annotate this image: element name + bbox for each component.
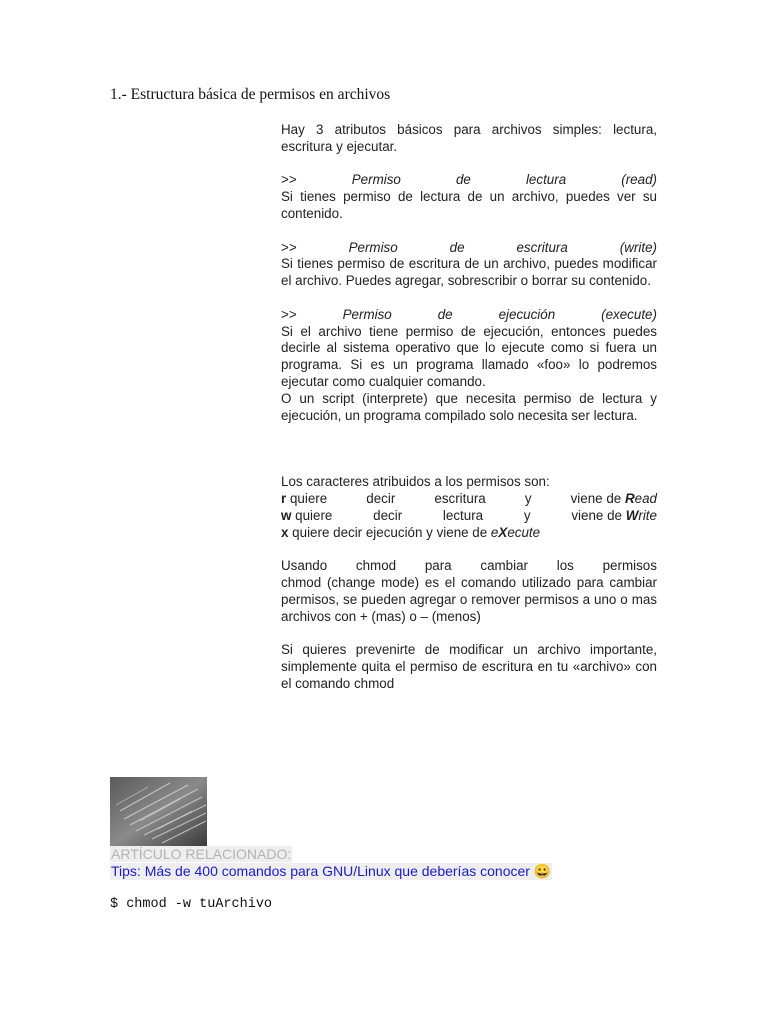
section-heading: 1.- Estructura básica de permisos en archivos (110, 86, 391, 103)
article-body (281, 122, 657, 693)
char-w-line: w quiere decir lectura y viene de Write (281, 507, 657, 523)
related-article-thumbnail[interactable] (110, 777, 207, 847)
code-snippet: $ chmod -w tuArchivo (110, 897, 273, 912)
permission-write-title: >> Permiso de escritura (write) (281, 239, 657, 255)
related-article-label: ARTÍCULO RELACIONADO: (111, 846, 292, 862)
chmod-description: chmod (change mode) es el comando utilizado para cambiar permisos, se pueden agregar o remover permisos a uno o mas archivos con + (mas) o – (menos) (281, 575, 657, 624)
permission-read-title: >> Permiso de lectura (read) (281, 172, 657, 188)
chmod-title: Usando chmod para cambiar los permisos (281, 558, 657, 574)
char-r-line: r quiere decir escritura y viene de Read (281, 491, 657, 507)
intro-paragraph: Hay 3 atributos básicos para archivos simples: lectura, escritura y ejecutar. (281, 122, 657, 154)
permission-execute-title: >> Permiso de ejecución (execute) (281, 306, 657, 322)
chars-intro: Los caracteres atribuidos a los permisos son: (281, 474, 550, 490)
prevent-paragraph: Si quieres prevenirte de modificar un archivo importante, simplemente quita el permiso de escritura en tu «archivo» con el comando chmod (281, 642, 657, 691)
permission-write-description: Si tienes permiso de escritura de un archivo, puedes modificar el archivo. Puedes agregar, sobrescribir o borrar su contenido. (281, 256, 657, 289)
permission-execute-extra: O un script (interprete) que necesita permiso de lectura y ejecución, un programa compilado solo necesita ser lectura. (281, 390, 657, 423)
permission-read-description: Si tienes permiso de lectura de un archivo, puedes ver su contenido. (281, 189, 657, 221)
char-x-line: x quiere decir ejecución y viene de eXecute (281, 524, 541, 540)
smiley-icon: 😀 (533, 863, 552, 879)
related-article-link[interactable]: Tips: Más de 400 comandos para GNU/Linux que deberías conocer 😀 (111, 863, 552, 879)
permission-execute-description: Si el archivo tiene permiso de ejecución, entonces puedes decirle al sistema operativo que lo ejecute como si fuera un programa. Si es un programa llamado «foo» lo podremos ejecutar como cualquier comando. (281, 323, 657, 389)
